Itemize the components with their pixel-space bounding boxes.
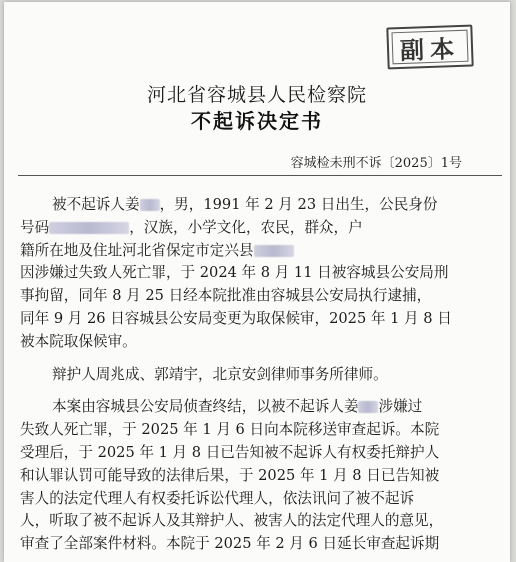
text-run: 和认罪认罚可能导致的法律后果，于 2025 年 1 月 8 日已告知被: [20, 466, 440, 484]
text-line: [20, 308, 492, 331]
text-run: 号码: [20, 218, 50, 236]
text-run: ，汉族，小学文化，农民，群众，户: [129, 218, 363, 236]
text-line: [20, 364, 492, 387]
header-divider: [18, 175, 502, 176]
text-run: 辩护人周兆成、郭靖宇，北京安剑律师事务所律师。: [52, 365, 388, 383]
redacted-text: [254, 245, 294, 257]
text-line: [20, 442, 492, 465]
document-page: [4, 2, 510, 562]
text-line: [20, 285, 492, 308]
text-line: [20, 194, 492, 217]
text-run: 害人的法定代理人有权委托诉讼代理人，依法讯问了被不起诉: [20, 489, 415, 507]
text-run: 受理后，于 2025 年 1 月 8 日已告知被不起诉人有权委托辩护人: [20, 443, 440, 461]
text-line: [20, 488, 492, 511]
text-line: [20, 465, 492, 488]
text-run: 事拘留，同年 8 月 25 日经本院批准由容城县公安局执行逮捕，: [20, 287, 432, 305]
stamp-inner-border: [391, 30, 468, 65]
text-run: 失致人死亡罪，于 2025 年 1 月 6 日向本院移送审查起诉。本院: [20, 421, 440, 439]
text-run: 涉嫌过: [378, 398, 423, 416]
text-run: 因涉嫌过失致人死亡罪，于 2024 年 8 月 11 日被容城县公安局刑: [20, 264, 449, 282]
paragraph-spacer: [20, 386, 492, 396]
issuing-organization: 河北省容城县人民检察院: [146, 84, 367, 106]
text-run: 同年 9 月 26 日容城县公安局变更为取保候审，2025 年 1 月 8 日: [20, 309, 452, 327]
text-line: [20, 240, 492, 263]
redacted-text: [358, 401, 378, 413]
text-line: [20, 217, 492, 240]
text-run: 人，听取了被不起诉人及其辩护人、被害人的法定代理人的意见，: [20, 512, 444, 530]
text-run: 被不起诉人姜: [52, 196, 140, 213]
redacted-text: [140, 199, 160, 211]
document-title: 不起诉决定书: [191, 109, 323, 133]
stamp-text: 副本: [399, 33, 461, 65]
text-line: [20, 510, 492, 533]
text-line: [20, 396, 492, 419]
text-line: [20, 533, 492, 556]
text-line: [20, 419, 492, 442]
paragraph-spacer: [20, 354, 492, 364]
text-run: 籍所在地及住址河北省保定市定兴县: [20, 241, 254, 259]
text-run: 本案由容城县公安局侦查终结，以被不起诉人姜: [52, 398, 359, 416]
redacted-text: [49, 222, 129, 234]
copy-stamp: [386, 25, 473, 70]
text-line: [20, 331, 492, 354]
text-run: 审查了全部案件材料。本院于 2025 年 2 月 6 日延长审查起诉期: [20, 535, 440, 553]
document-body: [20, 194, 492, 556]
document-number: 容城检未刑不诉〔2025〕1号: [290, 156, 462, 171]
text-run: 被本院取保候审。: [20, 332, 137, 350]
text-run: ，男，1991 年 2 月 23 日出生，公民身份: [159, 196, 438, 213]
text-line: [20, 262, 492, 285]
